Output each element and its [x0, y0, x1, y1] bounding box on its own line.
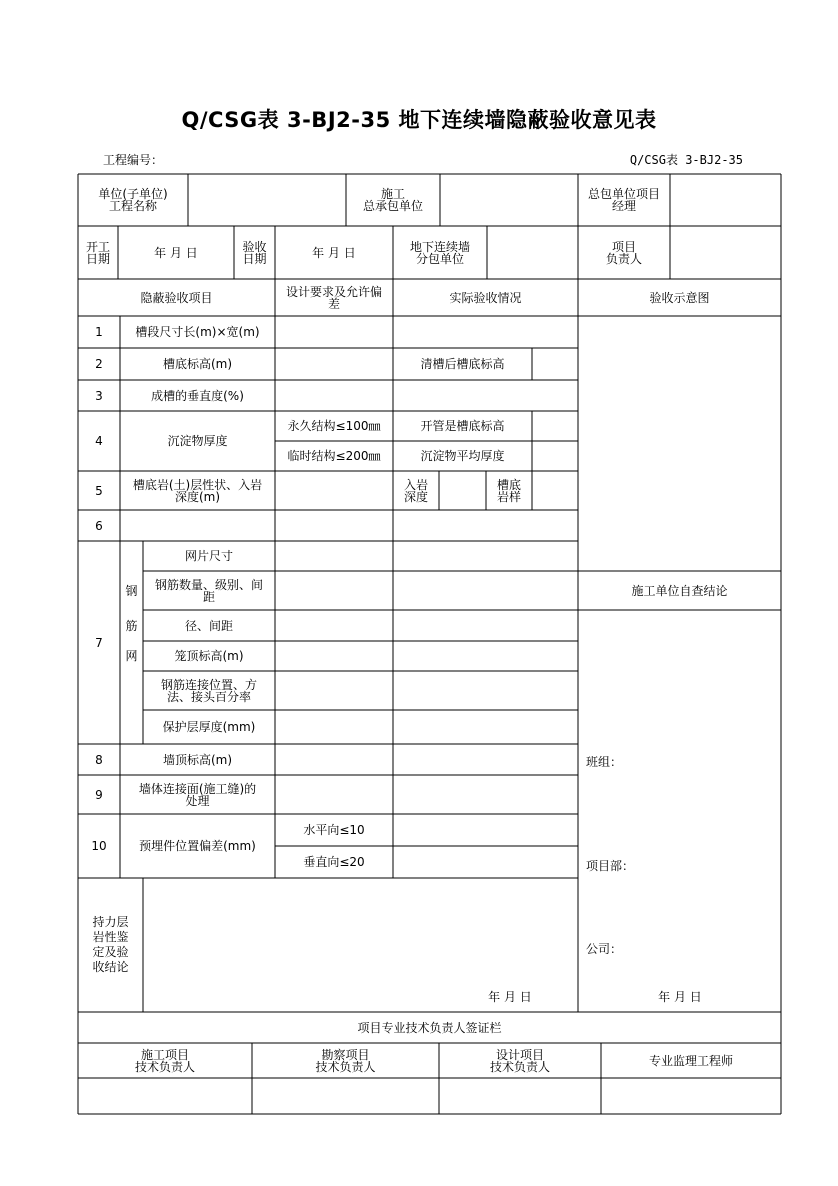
row-9-no: 9	[95, 787, 103, 802]
subcontractor-field[interactable]	[487, 226, 578, 279]
row-8-no: 8	[95, 752, 103, 767]
bearing-layer-label: 持力层 岩性鉴 定及验 收结论	[92, 915, 129, 974]
row-5-no: 5	[95, 483, 103, 498]
signature-survey-label: 勘察项目 技术负责人	[315, 1047, 376, 1074]
row-7-item-5: 钢筋连接位置、方 法、接头百分率	[160, 677, 257, 704]
col-diagram-header: 验收示意图	[649, 290, 710, 305]
row-7-item-1: 网片尺寸	[184, 549, 233, 563]
col-item-header: 隐蔽验收项目	[140, 290, 213, 305]
self-check-company: 公司：	[586, 942, 623, 956]
row-7-group-char-2: 筋	[125, 618, 138, 633]
row-1-label: 槽段尺寸长(m)×宽(m)	[135, 325, 260, 339]
bearing-layer-date: 年 月 日	[488, 990, 532, 1004]
self-check-title: 施工单位自查结论	[631, 583, 728, 598]
signature-supervisor-field[interactable]	[601, 1078, 781, 1114]
row-7-group-char-1: 钢	[125, 583, 138, 598]
subcontractor-label: 地下连续墙 分包单位	[409, 239, 470, 266]
row-7-item-3: 径、间距	[184, 618, 233, 633]
row-7-group-char-3: 网	[125, 649, 138, 663]
row-5-label: 槽底岩(土)层性状、入岩 深度(m)	[132, 477, 263, 504]
accept-date-label: 验收 日期	[242, 239, 267, 266]
signature-construction-label: 施工项目 技术负责人	[134, 1047, 195, 1074]
row-5-sub-label-a: 入岩 深度	[403, 477, 428, 504]
row-10-req-horizontal: 水平向≤10	[303, 823, 365, 837]
general-contractor-label: 施工 总承包单位	[362, 187, 423, 213]
row-8-label: 墙顶标高(m)	[162, 752, 233, 767]
row-1-no: 1	[95, 325, 103, 339]
row-7-item-6: 保护层厚度(mm)	[162, 720, 256, 734]
project-lead-field[interactable]	[670, 226, 781, 279]
row-3-no: 3	[95, 388, 103, 403]
row-4-sub-label-b: 沉淀物平均厚度	[420, 449, 505, 463]
start-date-field[interactable]: 年 月 日	[154, 245, 198, 260]
self-check-team: 班组：	[586, 755, 623, 769]
general-pm-field[interactable]	[670, 174, 781, 226]
signature-supervisor-label: 专业监理工程师	[648, 1053, 733, 1068]
unit-name-field[interactable]	[188, 174, 346, 226]
general-pm-label: 总包单位项目 经理	[587, 187, 660, 213]
form-code: Q/CSG表 3-BJ2-35	[629, 153, 743, 167]
signature-construction-field[interactable]	[78, 1078, 252, 1114]
row-2-no: 2	[95, 357, 103, 371]
row-4-sub-label-a: 开管是槽底标高	[420, 419, 505, 433]
row-4-no: 4	[95, 434, 103, 448]
row-6-no: 6	[95, 518, 103, 533]
bearing-layer-field[interactable]	[143, 878, 578, 978]
start-date-label: 开工 日期	[85, 239, 110, 266]
row-2-sub-label: 清槽后槽底标高	[420, 357, 505, 371]
col-actual-header: 实际验收情况	[449, 290, 522, 305]
diagram-area[interactable]	[578, 316, 781, 571]
self-check-dept: 项目部：	[586, 859, 635, 873]
row-10-no: 10	[91, 839, 107, 853]
row-4-label: 沉淀物厚度	[167, 434, 228, 448]
row-4-req-temporary: 临时结构≤200㎜	[287, 449, 381, 463]
page-title: Q/CSG表 3-BJ2-35 地下连续墙隐蔽验收意见表	[181, 108, 657, 132]
signature-title: 项目专业技术负责人签证栏	[357, 1020, 502, 1035]
unit-name-label: 单位(子单位) 工程名称	[98, 187, 168, 213]
signature-design-field[interactable]	[439, 1078, 601, 1114]
row-3-label: 成槽的垂直度(%)	[151, 388, 244, 403]
project-no-label: 工程编号：	[103, 153, 164, 167]
general-contractor-field[interactable]	[440, 174, 578, 226]
accept-date-field[interactable]: 年 月 日	[312, 245, 356, 260]
row-9-label: 墙体连接面(施工缝)的 处理	[138, 781, 257, 808]
signature-survey-field[interactable]	[252, 1078, 439, 1114]
self-check-date: 年 月 日	[658, 990, 702, 1004]
row-5-sub-label-b: 槽底 岩样	[496, 477, 521, 504]
signature-design-label: 设计项目 技术负责人	[489, 1047, 550, 1074]
row-7-no: 7	[95, 635, 103, 650]
row-7-item-4: 笼顶标高(m)	[174, 649, 244, 663]
row-7-item-2: 钢筋数量、级别、间 距	[154, 577, 263, 604]
row-2-label: 槽底标高(m)	[162, 357, 233, 371]
row-10-req-vertical: 垂直向≤20	[303, 855, 365, 869]
row-10-label: 预埋件位置偏差(mm)	[139, 839, 256, 853]
project-lead-label: 项目 负责人	[605, 239, 642, 266]
col-requirement-header: 设计要求及允许偏 差	[285, 284, 382, 311]
row-4-req-permanent: 永久结构≤100㎜	[287, 419, 381, 433]
